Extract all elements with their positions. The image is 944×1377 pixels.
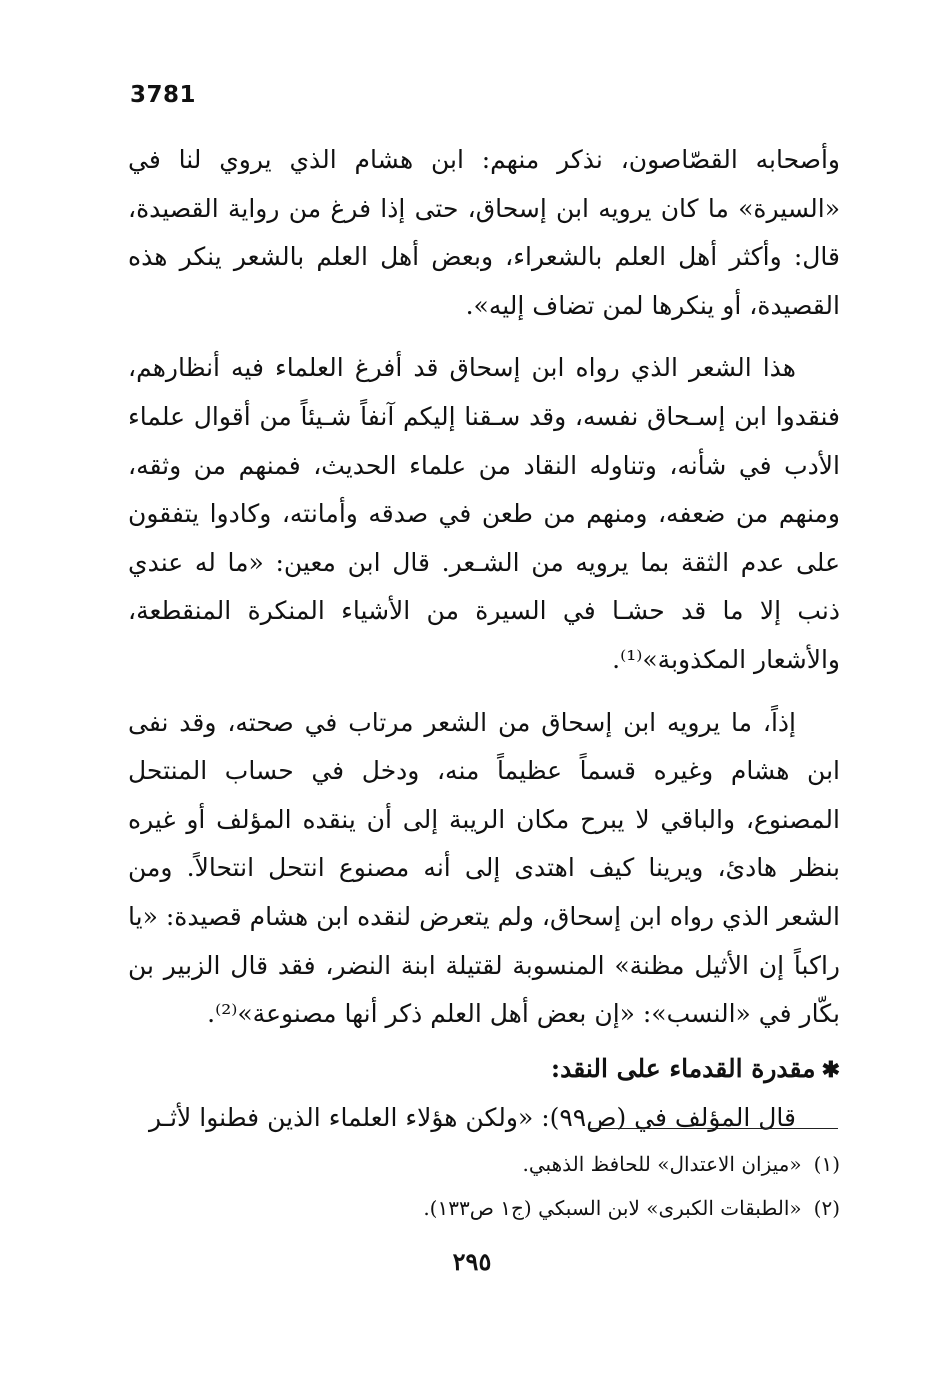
footnote-1 <box>128 1142 840 1186</box>
footnote-text: «الطبقات الكبرى» لابن السبكي (ج١ ص١٣٣). <box>423 1196 802 1220</box>
footnote-divider <box>588 1128 838 1129</box>
footnote-2 <box>128 1186 840 1230</box>
footnote-text: «ميزان الاعتدال» للحافظ الذهبي. <box>522 1152 802 1176</box>
page-id: 3781 <box>130 82 197 108</box>
footnote-number: (١) <box>813 1152 840 1176</box>
footnotes <box>128 1142 840 1230</box>
page-number: ٢٩٥ <box>452 1247 492 1276</box>
star-icon: ✱ <box>821 1056 840 1083</box>
paragraph-2: هذا الشعر الذي رواه ابن إسحاق قد أفرغ العلماء فيه أنظارهم، فنقدوا ابن إسـحاق نفسه، وقد سـقنا إليكم آنفاً شـيئاً من أقوال علماء الأدب في شأنه، وتناوله النقاد من علماء الحديث، فمنهم من وثقه، ومنهم من ضعفه، ومنهم من طعن في صدقه وأمانته، وكادوا يتفقون على عدم الثقة بما يرويه من الشـعر. قال ابن معين: «ما له عندي ذنب إلا ما قد حشـا في السيرة من الأشياء المنكرة المنقطعة، والأشعار المكذوبة»⁽¹⁾. <box>128 353 840 674</box>
footnote-number: (٢) <box>813 1196 840 1220</box>
paragraph-1: وأصحابه القصّاصون، نذكر منهم: ابن هشام الذي يروي لنا في «السيرة» ما كان يرويه ابن إسحاق، حتى إذا فرغ من رواية القصيدة، قال: وأكثر أهل العلم بالشعراء، وبعض أهل العلم بالشعر ينكر هذه القصيدة، أو ينكرها لمن تضاف إليه». <box>128 145 840 320</box>
section-heading <box>128 1045 840 1094</box>
section-heading-text: مقدرة القدماء على النقد: <box>550 1053 816 1083</box>
paragraph-3: إذاً، ما يرويه ابن إسحاق من الشعر مرتاب في صحته، وقد نفى ابن هشام وغيره قسماً عظيماً منه، ودخل في حساب المنتحل المصنوع، والباقي لا يبرح مكان الريبة إلى أن ينقده المؤلف أو غيره بنظر هادئ، ويرينا كيف اهتدى إلى أنه مصنوع انتحل انتحالاً. ومن الشعر الذي رواه ابن إسحاق، ولم يتعرض لنقده ابن هشام قصيدة: «يا راكباً إن الأثيل مظنة» المنسوبة لقتيلة ابنة النضر، فقد قال الزبير بن بكّار في «النسب»: «إن بعض أهل العلم ذكر أنها مصنوعة»⁽²⁾. <box>128 707 840 1029</box>
body-text <box>128 136 840 1142</box>
section-paragraph: قال المؤلف في (ص٩٩): «ولكن هؤلاء العلماء الذين فطنوا لأثـر <box>148 1102 796 1132</box>
